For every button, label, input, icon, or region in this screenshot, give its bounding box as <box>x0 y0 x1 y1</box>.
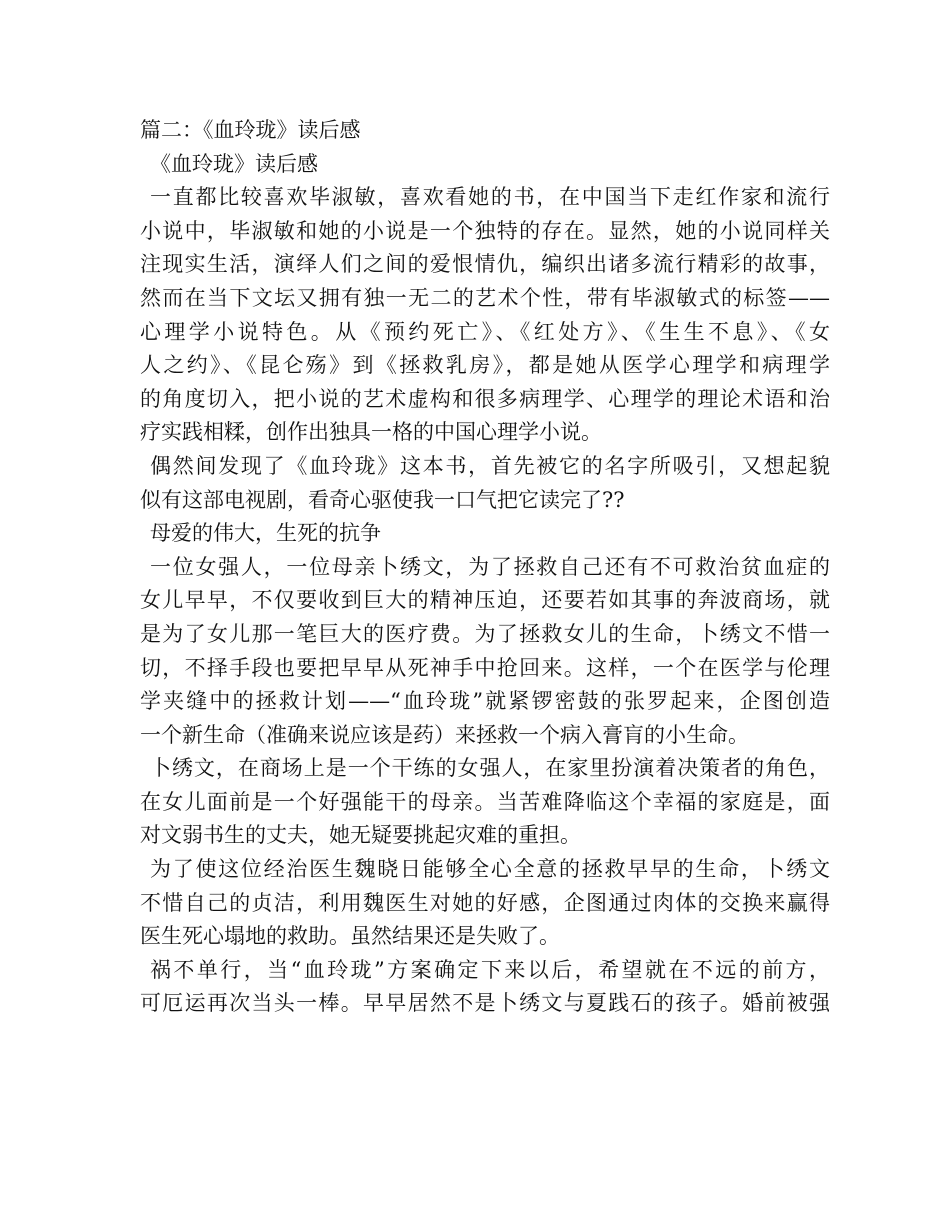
text-line: 祸不单行，当“血玲珑”方案确定下来以后，希望就在不远的前方， <box>150 957 830 982</box>
text-line: 疗实践相糅，创作出独具一格的中国心理学小说。 <box>140 420 602 445</box>
text-line: 卜绣文，在商场上是一个干练的女强人，在家里扮演着决策者的角色， <box>150 756 830 781</box>
text-line: 注现实生活，演绎人们之间的爱恨情仇，编织出诸多流行精彩的故事， <box>140 252 830 277</box>
text-line: 女儿早早，不仅要收到巨大的精神压迫，还要若如其事的奔波商场，就 <box>140 588 830 613</box>
text-line: 一位女强人，一位母亲卜绣文，为了拯救自己还有不可救治贫血症的 <box>150 554 830 579</box>
section-heading: 篇二：《血玲珑》读后感 <box>140 118 361 142</box>
text-line: 在女儿面前是一个好强能干的母亲。当苦难降临这个幸福的家庭是，面 <box>140 789 830 814</box>
text-line: 为了使这位经治医生魏晓日能够全心全意的拯救早早的生命，卜绣文 <box>150 857 830 882</box>
text-line: 似有这部电视剧，看奇心驱使我一口气把它读完了?? <box>140 487 625 512</box>
text-line: 不惜自己的贞洁，利用魏医生对她的好感，企图通过肉体的交换来赢得 <box>140 890 830 915</box>
text-line: 学夹缝中的拯救计划——“血玲珑”就紧锣密鼓的张罗起来，企图创造 <box>140 689 830 714</box>
text-line: 小说中，毕淑敏和她的小说是一个独特的存在。显然，她的小说同样关 <box>140 218 830 243</box>
text-line: 可厄运再次当头一棒。早早居然不是卜绣文与夏践石的孩子。婚前被强 <box>140 991 830 1016</box>
essay-body <box>140 114 830 1021</box>
text-line: 是为了女儿那一笔巨大的医疗费。为了拯救女儿的生命，卜绣文不惜一 <box>140 621 830 646</box>
text-line: 人之约》、《昆仑殇》到《拯救乳房》，都是她从医学心理学和病理学 <box>140 353 830 378</box>
text-line: 心理学小说特色。从《预约死亡》、《红处方》、《生生不息》、《女 <box>140 319 830 344</box>
text-line: 偶然间发现了《血玲珑》这本书，首先被它的名字所吸引，又想起貌 <box>150 453 830 478</box>
text-line: 的角度切入，把小说的艺术虚构和很多病理学、心理学的理论术语和治 <box>140 386 830 411</box>
essay-title: 《血玲珑》读后感 <box>150 151 318 176</box>
text-line: 医生死心塌地的救助。虽然结果还是失败了。 <box>140 924 560 949</box>
text-line: 切，不择手段也要把早早从死神手中抢回来。这样，一个在医学与伦理 <box>140 655 830 680</box>
text-line: 然而在当下文坛又拥有独一无二的艺术个性，带有毕淑敏式的标签—— <box>140 285 830 310</box>
text-line: 一个新生命（准确来说应该是药）来拯救一个病入膏肓的小生命。 <box>140 722 749 747</box>
text-line: 对文弱书生的丈夫，她无疑要挑起灾难的重担。 <box>140 823 581 848</box>
text-line: 一直都比较喜欢毕淑敏，喜欢看她的书，在中国当下走红作家和流行 <box>150 185 830 210</box>
text-line: 母爱的伟大，生死的抗争 <box>150 521 381 546</box>
